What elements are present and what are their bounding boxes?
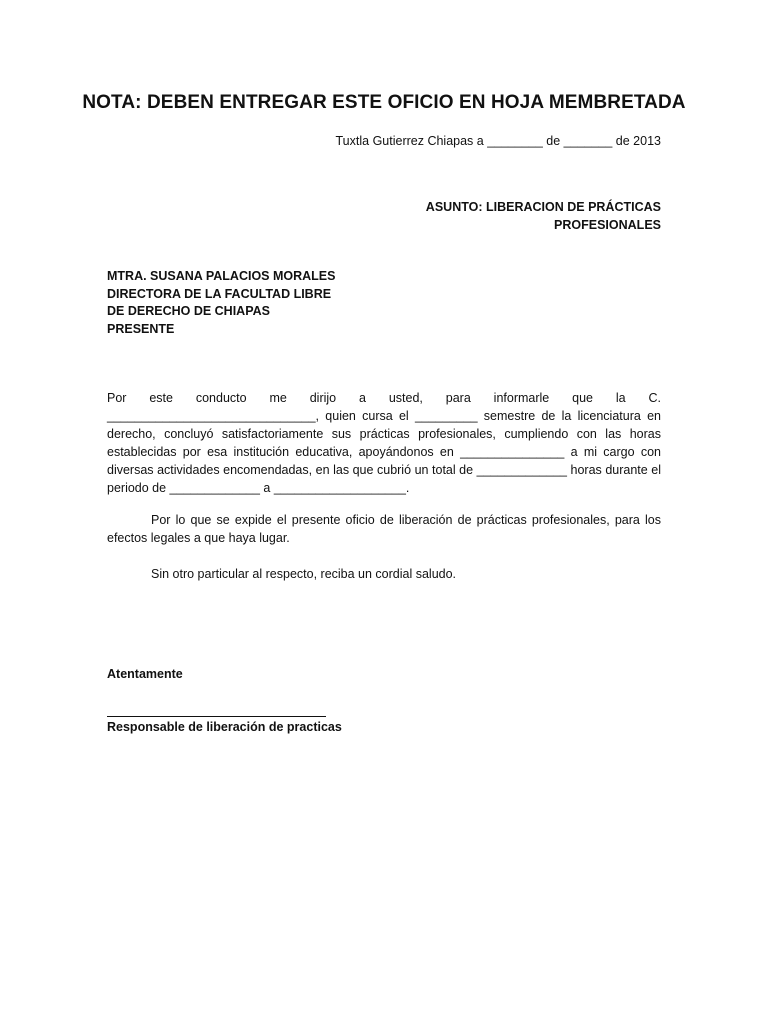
closing-text: Atentamente	[107, 667, 183, 681]
addressee-institution: DE DERECHO DE CHIAPAS	[107, 304, 270, 318]
note-title: NOTA: DEBEN ENTREGAR ESTE OFICIO EN HOJA MEMBRETADA	[82, 92, 686, 113]
body-paragraph-1: Por este conducto me dirijo a usted, para informarle que la C. ______________________________, quien cursa el _________ semestre de la licenciatura en derecho, concluyó satisfactoriamente sus prácticas profesionales, cumpliendo con las horas establecidas por esa institución educativa, apoyándonos en _______________ a mi cargo con diversas actividades encomendadas, en las que cubrió un total de _____________ horas durante el periodo de _____________ a ___________________.	[107, 391, 661, 495]
body-paragraph-2: Por lo que se expide el presente oficio de liberación de prácticas profesionales, para los efectos legales a que haya lugar.	[107, 513, 661, 545]
addressee-block	[107, 268, 335, 338]
date-line: Tuxtla Gutierrez Chiapas a ________ de _______ de 2013	[335, 134, 661, 148]
subject-line-1: ASUNTO: LIBERACION DE PRÁCTICAS	[425, 200, 661, 214]
addressee-name: MTRA. SUSANA PALACIOS MORALES	[107, 269, 336, 283]
addressee-title: DIRECTORA DE LA FACULTAD LIBRE	[107, 286, 332, 301]
signature-label: Responsable de liberación de practicas	[107, 720, 342, 734]
addressee-presente: PRESENTE	[107, 321, 175, 336]
subject-block	[426, 198, 661, 234]
body-paragraph-3: Sin otro particular al respecto, reciba un cordial saludo.	[151, 567, 457, 581]
signature-line	[107, 716, 326, 717]
subject-line-2: PROFESIONALES	[554, 218, 661, 232]
